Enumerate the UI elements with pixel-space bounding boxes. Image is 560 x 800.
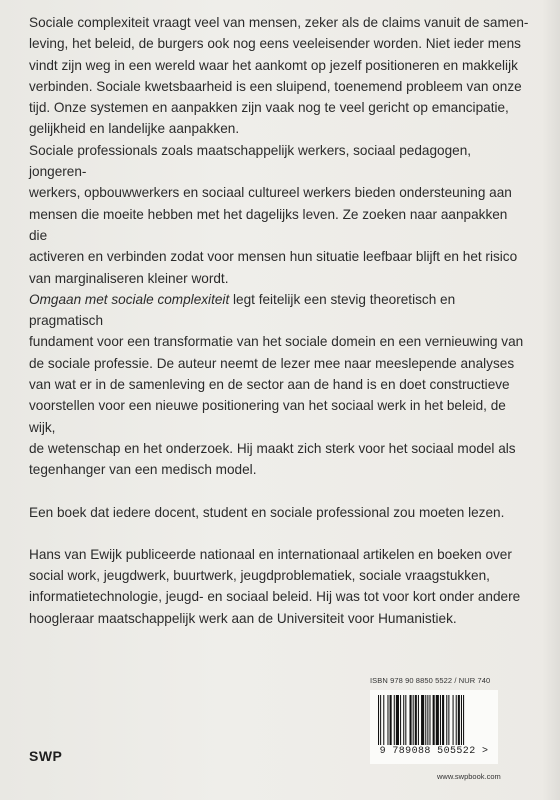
blurb-text — [29, 12, 529, 629]
book-title-italic: Omgaan met sociale complexiteit — [29, 291, 230, 307]
paragraph-book-summary: Omgaan met sociale complexiteit legt feitelijk een stevig theoretisch en pragmatisch fundament voor een transformatie van het sociale domein en een vernieuwing van de sociale professie. De auteur neemt de lezer mee naar meeslepende analyses van wat er in de samenleving en de sector aan de hand is en doet constructieve voorstellen voor een nieuwe positionering van het sociaal werk in het beleid, de wijk, de wetenschap en het onderzoek. Hij maakt zich sterk voor het sociaal model als tegenhanger van een medisch model. — [29, 291, 524, 478]
paragraph-author-bio: Hans van Ewijk publiceerde nationaal en internationaal artikelen en boeken over social work, jeugdwerk, buurtwerk, jeugdproblematiek, sociale vraagstukken, informatietechnologie, jeugd- en sociaal beleid. Hij was tot voor kort onder andere hoogleraar maatschappelijk werk aan de Universiteit voor Humanistiek. — [29, 546, 521, 626]
paragraph-intro: Sociale complexiteit vraagt veel van mensen, zeker als de claims vanuit de samen- leving, het beleid, de burgers ook nog eens veeleisender worden. Niet ieder mens vindt zijn weg in een wereld waar het aankomt op jezelf positioneren en makkelijk verbinden. Sociale kwetsbaarheid is een sluipend, toenemend probleem van onze tijd. Onze systemen en aanpakken zijn vaak nog te veel gericht op emancipatie, gelijkheid en landelijke aanpakken. — [29, 15, 529, 137]
barcode-bars — [378, 695, 490, 747]
paragraph-recommendation: Een boek dat iedere docent, student en sociale professional zou moeten lezen. — [29, 504, 505, 520]
publisher-logo: SWP — [29, 748, 63, 764]
paragraph-professionals: Sociale professionals zoals maatschappelijk werkers, sociaal pedagogen, jongeren- werkers, opbouwwerkers en sociaal cultureel werkers bieden ondersteuning aan mensen die moeite hebben met het dagelijks leven. Ze zoeken naar aanpakken die activeren en verbinden zodat voor mensen hun situatie leefbaar blijft en het risico van marginaliseren kleiner wordt. — [29, 142, 518, 286]
barcode-digits: 9 789088 505522 > — [379, 746, 489, 757]
publisher-url: www.swpbook.com — [437, 772, 501, 781]
isbn-barcode — [370, 690, 498, 764]
cover-edge-shadow — [542, 0, 560, 800]
isbn-nur-label: ISBN 978 90 8850 5522 / NUR 740 — [370, 676, 491, 685]
